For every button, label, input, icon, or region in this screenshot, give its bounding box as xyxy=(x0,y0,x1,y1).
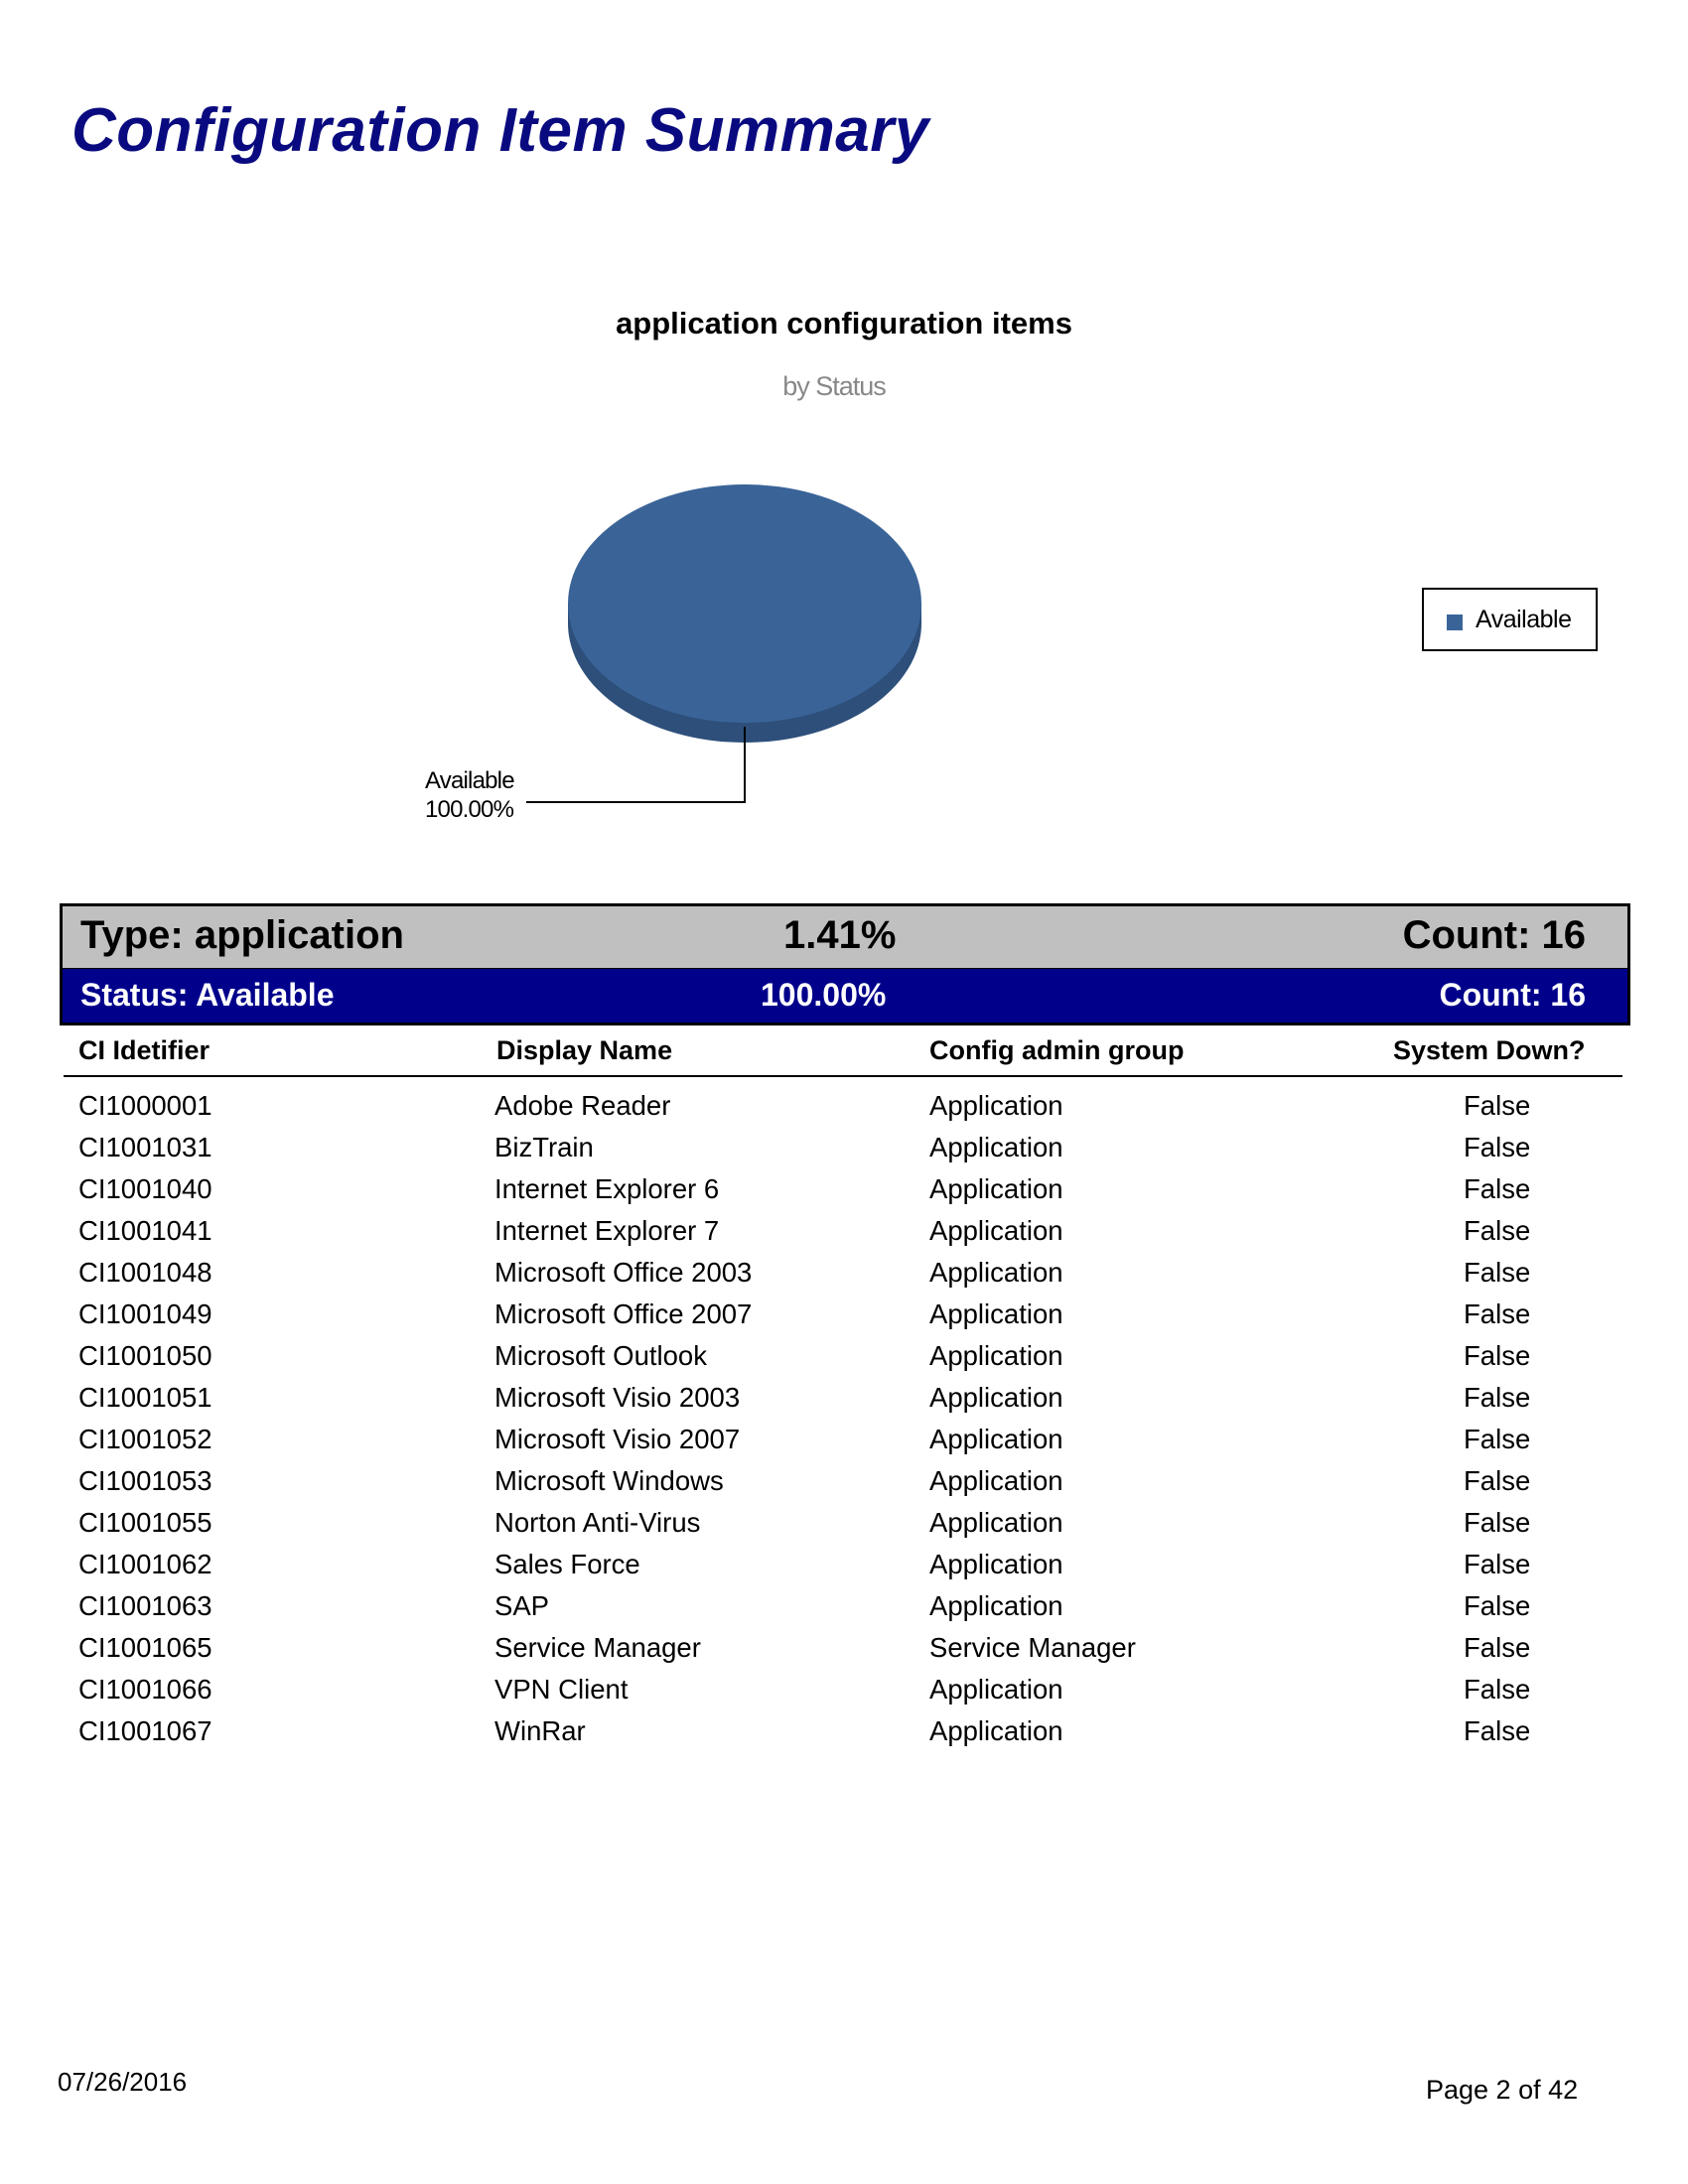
legend-label-available: Available xyxy=(1476,606,1572,633)
table-row xyxy=(0,1424,1688,1465)
cell-config-admin-group: Application xyxy=(929,1257,1063,1288)
cell-ci-identifier: CI1001055 xyxy=(78,1507,212,1538)
cell-system-down: False xyxy=(1464,1674,1531,1705)
pie-slice-label xyxy=(425,766,514,824)
cell-display-name: Microsoft Office 2007 xyxy=(494,1298,753,1329)
cell-config-admin-group: Application xyxy=(929,1424,1063,1454)
cell-display-name: Internet Explorer 7 xyxy=(494,1215,720,1246)
header-divider xyxy=(64,1075,1622,1077)
cell-config-admin-group: Application xyxy=(929,1674,1063,1705)
column-header-config-admin-group: Config admin group xyxy=(929,1035,1185,1065)
table-row xyxy=(0,1590,1688,1632)
chart-subtitle: by Status xyxy=(782,371,886,401)
table-row xyxy=(0,1132,1688,1173)
cell-ci-identifier: CI1001050 xyxy=(78,1340,212,1371)
cell-system-down: False xyxy=(1464,1215,1531,1246)
cell-display-name: Microsoft Outlook xyxy=(494,1340,707,1371)
cell-system-down: False xyxy=(1464,1298,1531,1329)
cell-system-down: False xyxy=(1464,1173,1531,1204)
cell-ci-identifier: CI1001067 xyxy=(78,1715,212,1746)
table-row xyxy=(0,1382,1688,1424)
cell-config-admin-group: Application xyxy=(929,1465,1063,1496)
cell-ci-identifier: CI1001041 xyxy=(78,1215,212,1246)
cell-ci-identifier: CI1001051 xyxy=(78,1382,212,1413)
cell-ci-identifier: CI1001049 xyxy=(78,1298,212,1329)
table-row xyxy=(0,1340,1688,1382)
cell-ci-identifier: CI1001040 xyxy=(78,1173,212,1204)
cell-system-down: False xyxy=(1464,1382,1531,1413)
cell-system-down: False xyxy=(1464,1590,1531,1621)
type-percent: 1.41% xyxy=(783,913,897,957)
table-row xyxy=(0,1298,1688,1340)
cell-config-admin-group: Application xyxy=(929,1173,1063,1204)
table-row xyxy=(0,1257,1688,1298)
cell-display-name: Microsoft Visio 2007 xyxy=(494,1424,741,1454)
table-row xyxy=(0,1173,1688,1215)
cell-system-down: False xyxy=(1464,1549,1531,1579)
cell-config-admin-group: Application xyxy=(929,1340,1063,1371)
table-row xyxy=(0,1549,1688,1590)
cell-system-down: False xyxy=(1464,1257,1531,1288)
cell-config-admin-group: Application xyxy=(929,1298,1063,1329)
cell-ci-identifier: CI1001066 xyxy=(78,1674,212,1705)
cell-config-admin-group: Application xyxy=(929,1590,1063,1621)
column-header-ci-identifier: CI Idetifier xyxy=(78,1035,211,1065)
cell-display-name: Service Manager xyxy=(494,1632,701,1663)
cell-system-down: False xyxy=(1464,1132,1531,1162)
status-label: Status: Available xyxy=(80,977,335,1013)
legend-swatch-available xyxy=(1447,614,1463,630)
cell-ci-identifier: CI1001053 xyxy=(78,1465,212,1496)
pie-slice-available xyxy=(568,484,921,723)
cell-system-down: False xyxy=(1464,1632,1531,1663)
cell-display-name: WinRar xyxy=(494,1715,586,1746)
status-count: Count: 16 xyxy=(1439,977,1586,1013)
cell-config-admin-group: Application xyxy=(929,1549,1063,1579)
cell-config-admin-group: Application xyxy=(929,1215,1063,1246)
status-group-header xyxy=(60,969,1630,1025)
cell-display-name: BizTrain xyxy=(494,1132,594,1162)
table-row xyxy=(0,1674,1688,1715)
cell-display-name: Norton Anti-Virus xyxy=(494,1507,701,1538)
table-row xyxy=(0,1715,1688,1757)
chart-legend xyxy=(1422,588,1598,651)
cell-display-name: Sales Force xyxy=(494,1549,640,1579)
cell-display-name: Adobe Reader xyxy=(494,1090,671,1121)
cell-ci-identifier: CI1001031 xyxy=(78,1132,212,1162)
pie-slice-label-percent: 100.00% xyxy=(425,796,514,823)
table-row xyxy=(0,1632,1688,1674)
cell-system-down: False xyxy=(1464,1424,1531,1454)
cell-display-name: Microsoft Windows xyxy=(494,1465,724,1496)
pie-chart xyxy=(0,0,1688,893)
table-row xyxy=(0,1215,1688,1257)
cell-ci-identifier: CI1001063 xyxy=(78,1590,212,1621)
cell-ci-identifier: CI1001048 xyxy=(78,1257,212,1288)
table-row xyxy=(0,1465,1688,1507)
status-percent: 100.00% xyxy=(761,977,887,1013)
cell-config-admin-group: Application xyxy=(929,1715,1063,1746)
cell-ci-identifier: CI1001065 xyxy=(78,1632,212,1663)
report-title: Configuration Item Summary xyxy=(71,96,929,165)
ci-table-body xyxy=(0,1090,1688,1757)
cell-ci-identifier: CI1001052 xyxy=(78,1424,212,1454)
cell-display-name: SAP xyxy=(494,1590,550,1621)
cell-system-down: False xyxy=(1464,1507,1531,1538)
footer-page-number: Page 2 of 42 xyxy=(1426,2075,1579,2105)
cell-display-name: VPN Client xyxy=(494,1674,629,1705)
pie-slice-label-name: Available xyxy=(425,767,514,794)
table-row xyxy=(0,1507,1688,1549)
type-count: Count: 16 xyxy=(1402,913,1586,957)
cell-ci-identifier: CI1001062 xyxy=(78,1549,212,1579)
chart-title: application configuration items xyxy=(616,306,1072,341)
cell-config-admin-group: Application xyxy=(929,1382,1063,1413)
type-group-header xyxy=(60,903,1630,971)
cell-config-admin-group: Application xyxy=(929,1132,1063,1162)
cell-config-admin-group: Application xyxy=(929,1090,1063,1121)
type-label: Type: application xyxy=(80,913,404,957)
cell-ci-identifier: CI1000001 xyxy=(78,1090,212,1121)
cell-display-name: Internet Explorer 6 xyxy=(494,1173,720,1204)
cell-system-down: False xyxy=(1464,1340,1531,1371)
cell-system-down: False xyxy=(1464,1090,1531,1121)
cell-config-admin-group: Application xyxy=(929,1507,1063,1538)
column-header-system-down: System Down? xyxy=(1393,1035,1586,1065)
column-header-display-name: Display Name xyxy=(496,1035,673,1065)
cell-config-admin-group: Service Manager xyxy=(929,1632,1136,1663)
cell-system-down: False xyxy=(1464,1715,1531,1746)
table-row xyxy=(0,1090,1688,1132)
cell-display-name: Microsoft Office 2003 xyxy=(494,1257,753,1288)
footer-date: 07/26/2016 xyxy=(58,2067,188,2097)
cell-display-name: Microsoft Visio 2003 xyxy=(494,1382,741,1413)
cell-system-down: False xyxy=(1464,1465,1531,1496)
